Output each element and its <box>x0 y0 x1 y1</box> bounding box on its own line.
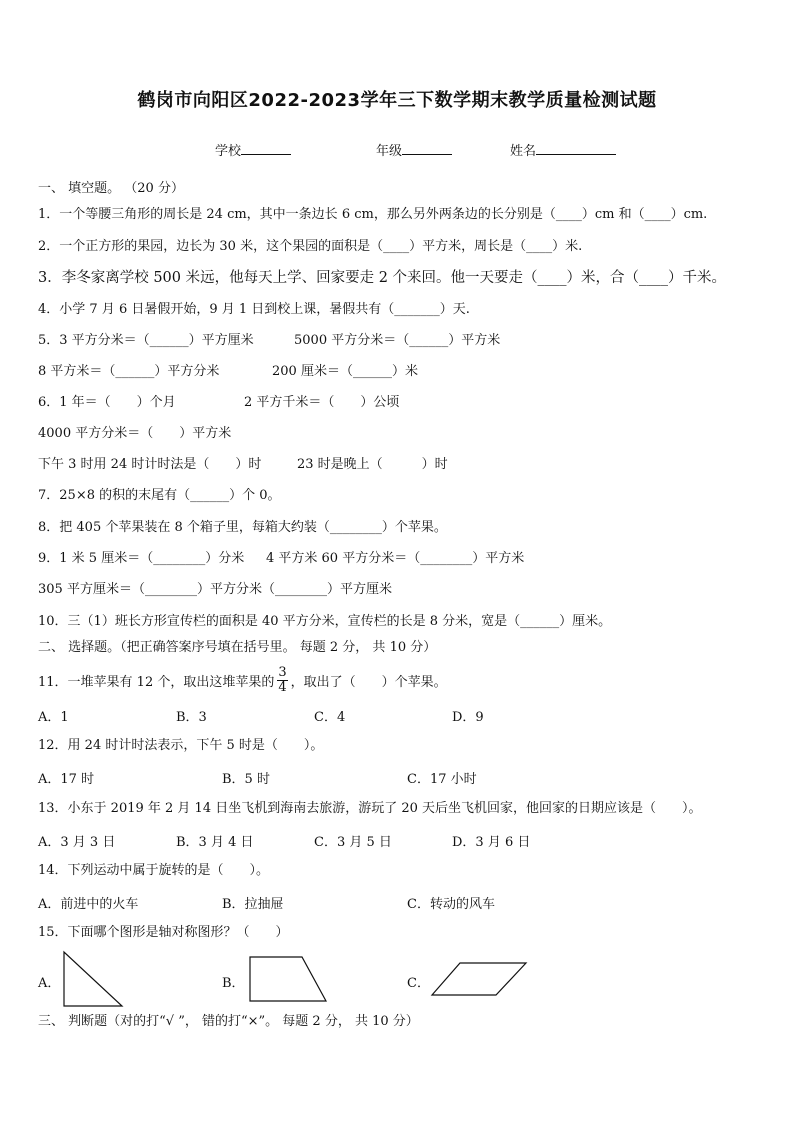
question-4: 4．小学 7 月 6 日暑假开始，9 月 1 日到校上课，暑假共有（_______）天. <box>38 302 470 317</box>
q12-option-c[interactable]: C．17 小时 <box>407 772 477 787</box>
q11-option-a[interactable]: A．1 <box>38 710 69 725</box>
fraction-denominator: 4 <box>278 680 287 695</box>
q15-option-c-label[interactable]: C． <box>407 976 430 991</box>
question-15: 15．下面哪个图形是轴对称图形？（ ） <box>38 925 289 940</box>
q14-option-b[interactable]: B．拉抽屉 <box>222 897 284 912</box>
name-label: 姓名 <box>510 144 537 159</box>
section-heading-choice: 二、 选择题。（把正确答案序号填在括号里。 每题 2 分， 共 10 分） <box>38 640 437 655</box>
question-7: 7．25×8 的积的末尾有（______）个 0。 <box>38 488 281 503</box>
fraction-numerator: 3 <box>278 665 287 680</box>
parallelogram-shape[interactable] <box>430 961 528 997</box>
school-label: 学校 <box>215 144 242 159</box>
q12-option-b[interactable]: B．5 时 <box>222 772 270 787</box>
name-field <box>510 140 616 159</box>
grade-label: 年级 <box>376 144 403 159</box>
section-heading-judge: 三、 判断题（对的打“√ ”， 错的打“×”。 每题 2 分， 共 10 分） <box>38 1014 419 1029</box>
q13-option-b[interactable]: B．3 月 4 日 <box>176 835 254 850</box>
question-3: 3．李冬家离学校 500 米远，他每天上学、回家要走 2 个来回。他一天要走（____）米，合（____）千米。 <box>38 270 727 286</box>
q14-option-a[interactable]: A．前进中的火车 <box>38 897 139 912</box>
question-13: 13．小东于 2019 年 2 月 14 日坐飞机到海南去旅游，游玩了 20 天后坐飞机回家，他回家的日期应该是（ ）。 <box>38 801 702 816</box>
q13-option-d[interactable]: D．3 月 6 日 <box>452 835 531 850</box>
question-5a: 5．3 平方分米＝（______）平方厘米 <box>38 333 254 348</box>
q13-option-c[interactable]: C．3 月 5 日 <box>314 835 392 850</box>
question-9b: 4 平方米 60 平方分米＝（________）平方米 <box>266 551 525 566</box>
question-1: 1．一个等腰三角形的周长是 24 cm，其中一条边长 6 cm，那么另外两条边的长分别是（____）cm 和（____）cm. <box>38 207 708 222</box>
q11-option-b[interactable]: B．3 <box>176 710 207 725</box>
question-10: 10．三（1）班长方形宣传栏的面积是 40 平方分米，宣传栏的长是 8 分米，宽是（______）厘米。 <box>38 614 612 629</box>
question-14: 14．下列运动中属于旋转的是（ ）。 <box>38 863 270 878</box>
right-triangle-outline <box>64 952 122 1006</box>
question-11-text-end: ，取出了（ ）个苹果。 <box>290 675 447 690</box>
trapezoid-shape[interactable] <box>246 955 328 1005</box>
trapezoid-outline <box>250 957 326 1001</box>
right-triangle-shape[interactable] <box>62 950 124 1008</box>
q11-option-c[interactable]: C．4 <box>314 710 346 725</box>
fraction-three-quarters <box>277 666 287 695</box>
question-5d: 200 厘米＝（______）米 <box>272 364 418 379</box>
q13-option-a[interactable]: A．3 月 3 日 <box>38 835 116 850</box>
question-11 <box>38 665 447 697</box>
school-blank[interactable] <box>241 142 291 155</box>
question-6a: 6．1 年＝（ ）个月 <box>38 395 176 410</box>
section-heading-fill: 一、 填空题。 （20 分） <box>38 181 184 196</box>
question-9a: 9．1 米 5 厘米＝（________）分米 <box>38 551 245 566</box>
question-6e: 23 时是晚上（ ）时 <box>297 457 448 472</box>
school-field <box>215 140 291 159</box>
question-5b: 5000 平方分米＝（______）平方米 <box>294 333 501 348</box>
q11-option-d[interactable]: D．9 <box>452 710 484 725</box>
question-8: 8．把 405 个苹果装在 8 个箱子里，每箱大约装（________）个苹果。 <box>38 520 447 535</box>
question-9c: 305 平方厘米＝（________）平方分米（________）平方厘米 <box>38 582 392 597</box>
grade-field <box>376 140 452 159</box>
page-title: 鹤岗市向阳区2022-2023学年三下数学期末教学质量检测试题 <box>137 90 657 111</box>
question-12: 12．用 24 时计时法表示，下午 5 时是（ ）。 <box>38 738 324 753</box>
question-5c: 8 平方米＝（______）平方分米 <box>38 364 220 379</box>
q14-option-c[interactable]: C．转动的风车 <box>407 897 495 912</box>
question-11-text: 11．一堆苹果有 12 个，取出这堆苹果的 <box>38 675 275 690</box>
q15-option-a-label[interactable]: A． <box>38 976 61 991</box>
question-6c: 4000 平方分米＝（ ）平方米 <box>38 426 232 441</box>
q15-option-b-label[interactable]: B． <box>222 976 245 991</box>
name-blank[interactable] <box>536 142 616 155</box>
question-2: 2．一个正方形的果园，边长为 30 米，这个果园的面积是（____）平方米，周长是（____）米. <box>38 239 583 254</box>
q12-option-a[interactable]: A．17 时 <box>38 772 95 787</box>
parallelogram-outline <box>432 963 526 995</box>
question-6d: 下午 3 时用 24 时计时法是（ ）时 <box>38 457 262 472</box>
grade-blank[interactable] <box>402 142 452 155</box>
question-6b: 2 平方千米＝（ ）公顷 <box>244 395 400 410</box>
